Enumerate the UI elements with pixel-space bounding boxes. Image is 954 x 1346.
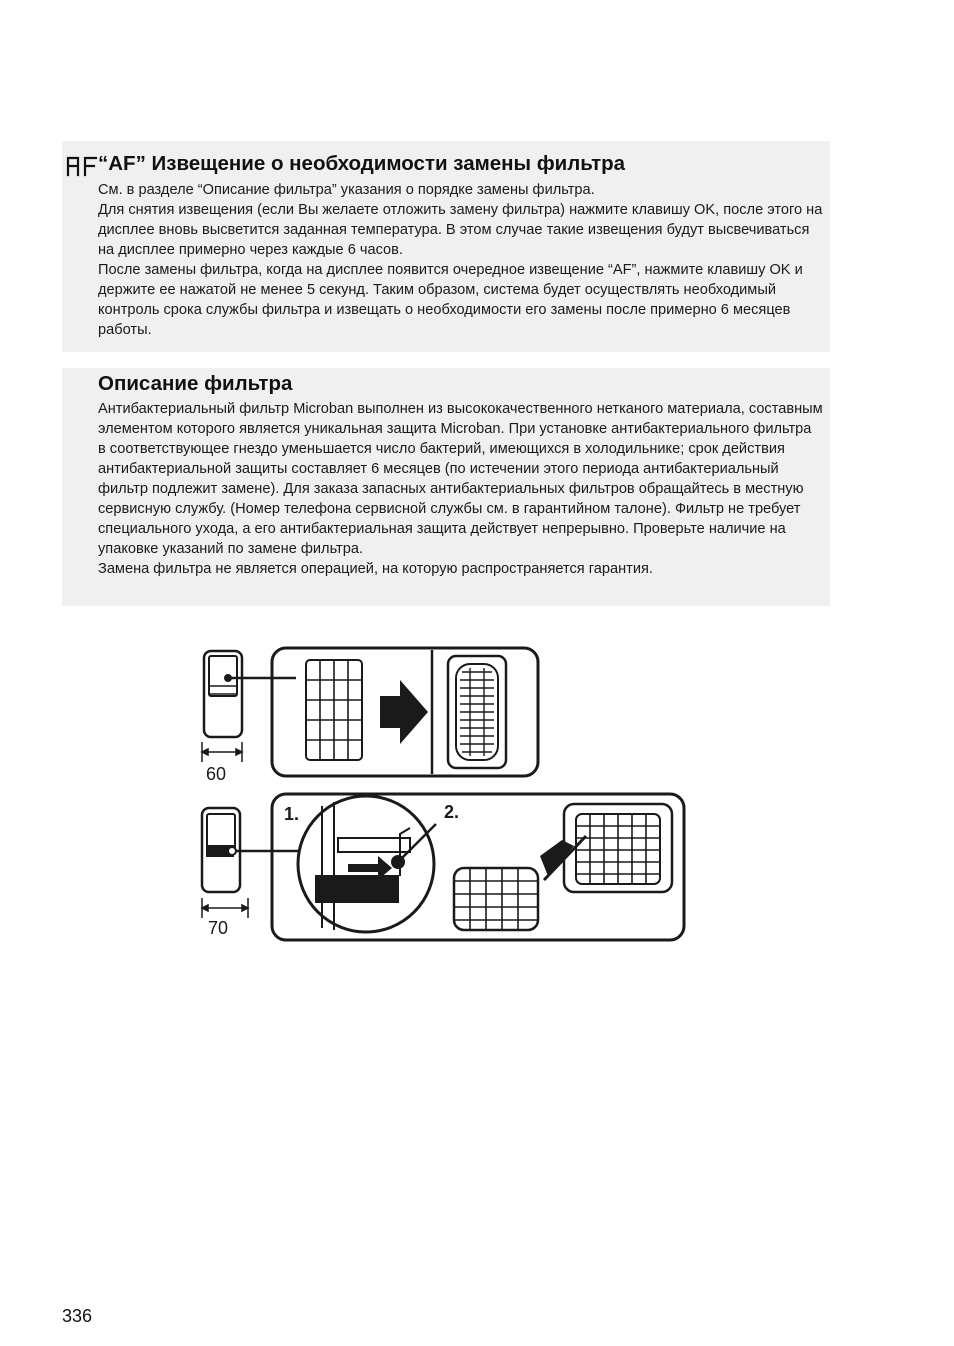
af-notice-heading: “AF” Извещение о необходимости замены фильтра — [98, 152, 626, 175]
af-notice-section — [62, 141, 830, 352]
dimension-70-label: 70 — [208, 918, 229, 938]
filter-panel-icon — [306, 660, 362, 760]
filter-description-heading: Описание фильтра — [98, 372, 293, 395]
filter-holder-icon — [564, 804, 672, 892]
af-notice-paragraph: После замены фильтра, когда на дисплее появится очередное извещение “AF”, нажмите клавишу OK и держите ее нажатой не менее 5 секунд. Таким образом, система будет осуществлять необходимый контроль срока службы фильтра и извещать о необходимости его замены после примерно 6 месяцев работы. — [98, 262, 803, 338]
arrow-right-icon — [380, 680, 428, 744]
af-notice-paragraph: См. в разделе “Описание фильтра” указания о порядке замены фильтра. — [98, 182, 595, 198]
filter-description-paragraph: Замена фильтра не является операцией, на которую распространяется гарантия. — [98, 561, 653, 577]
filter-description-paragraph: Антибактериальный фильтр Microban выполнен из высококачественного нетканого материала, составным элементом которого является уникальная защита Microban. При установке антибактериального фильтра в соответствующее гнездо уменьшается число бактерий, имеющихся в холодильнике; срок действия антибактериальной защиты составляет 6 месяцев (по истечении этого периода антибактериальный фильтр подлежит замене). Для заказа запасных антибактериальных фильтров обращайтесь в местную сервисную службу. (Номер телефона сервисной службы см. в гарантийном талоне). Фильтр не требует специального ухода, а его антибактериальная защита действует непрерывно. Проверьте наличие на упаковке указаний по замене фильтра. — [98, 401, 823, 557]
dimension-70 — [202, 898, 248, 918]
dimension-60-label: 60 — [206, 764, 227, 784]
filter-description-section — [62, 368, 830, 606]
page-number: 336 — [62, 1306, 93, 1326]
af-notice-body — [98, 180, 823, 340]
af-notice-paragraph: Для снятия извещения (если Вы желаете отложить замену фильтра) нажмите клавишу OK, после этого на дисплее вновь высветится заданная температура. В этом случае такие извещения будут высвечиваться на дисплее примерно через каждые 6 часов. — [98, 202, 823, 258]
arrow-insert-icon — [540, 840, 574, 876]
step-2-label: 2. — [444, 802, 460, 822]
dimension-60 — [202, 742, 242, 762]
step-1-label: 1. — [284, 804, 300, 824]
step-1-detail — [298, 796, 436, 932]
fridge-top-icon — [204, 651, 296, 737]
filter-description-body — [98, 399, 823, 579]
af-display-icon — [66, 155, 98, 177]
filter-installed-icon — [448, 656, 506, 768]
filter-replacement-illustration — [188, 628, 706, 950]
filter-loose-icon — [454, 868, 538, 930]
